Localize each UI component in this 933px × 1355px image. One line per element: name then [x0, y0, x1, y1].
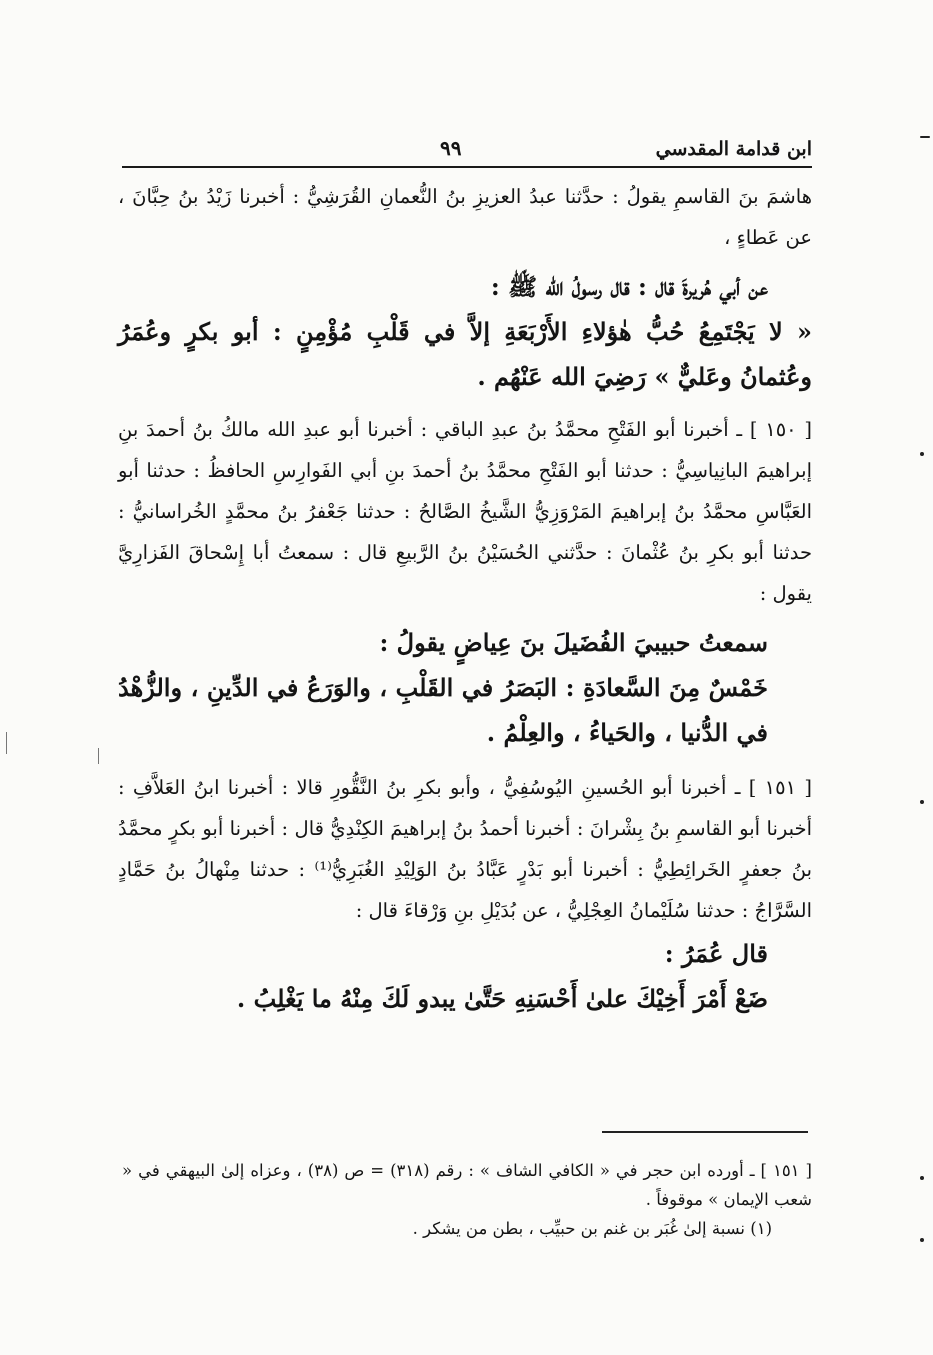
footnotes	[122, 1156, 812, 1243]
hadith-text: « لا يَجْتَمِعُ حُبُّ هٰؤلاءِ الأَرْبَعَةِ إلاَّ في قَلْبِ مُؤْمِنٍ : أبو بكرٍ وعُمَرُ وعُثمانُ وعَليٌّ » رَضِيَ الله عَنْهُم .	[118, 317, 812, 391]
header-rule	[122, 166, 812, 168]
footnote-1: (١) نسبة إلىٰ غُبَر بن غنم بن حبيِّب ، بطن من يشكر .	[412, 1219, 772, 1238]
isnad-continuation: هاشمَ بنَ القاسمِ يقولُ : حدَّثنا عبدُ العزيزِ بنُ النُّعمانِ القُرَشِيُّ : أخبرنا زَيْدُ بنُ حِبَّانَ ، عن عَطاءٍ ،	[118, 185, 812, 249]
page-number: ٩٩	[440, 136, 462, 160]
page-header	[122, 136, 812, 166]
scan-speck	[920, 136, 930, 138]
hadith-150-text: خَمْسٌ مِنَ السَّعادَةِ : البَصَرُ في القَلْبِ ، والوَرَعُ في الدِّينِ ، والزُّهْدُ في الدُّنيا ، والحَياءُ ، والعِلْمُ .	[118, 673, 768, 747]
hadith-151-isnad: [ ١٥١ ] ـ أخبرنا أبو الحُسينِ اليُوسُفِيُّ ، وأبو بكرِ بنُ النَّقُّورِ قالا : أخبرنا ابنُ العَلاَّفِ : أخبرنا أبو القاسمِ بنُ بِشْرانَ : أخبرنا أحمدُ بنُ إبراهيمَ الكِنْدِيُّ قال : أخبرنا أبو بكرٍ محمَّدُ بنُ جعفرٍ الخَرائِطِيُّ : أخبرنا أبو بَدْرٍ عَبَّادُ بنُ الوَلِيْدِ الغُبَرِيُّ⁽¹⁾ : حدثنا مِنْهالُ بنُ حَمَّادٍ السَّرَّاجُ : حدثنا سُلَيْمانُ العِجْلِيُّ ، عن بُدَيْلِ بنِ وَرْقاءَ قال :	[118, 776, 812, 922]
hadith-150-isnad: [ ١٥٠ ] ـ أخبرنا أبو الفَتْحِ محمَّدُ بنُ عبدِ الباقي : أخبرنا أبو عبدِ الله مالكُ بنُ أحمدَ بنِ إبراهيمَ البانِياسِيُّ : حدثنا أبو الفَتْحِ محمَّدُ بنُ أحمدَ بنِ أبي الفَوارِسِ الحافظُ : حدثنا أبو العَبَّاسِ محمَّدُ بنُ إبراهيمَ المَرْوَزِيُّ الشَّيخُ الصَّالحُ : حدثنا جَعْفرُ بنُ محمَّدٍ الخُراسانيُّ : حدثنا أبو بكرِ بنُ عُثْمانَ : حدَّثني الحُسَيْنُ بنُ الرَّبيعِ قال : سمعتُ أبا إِسْحاقَ الفَزارِيَّ يقول :	[118, 418, 812, 605]
hadith-150-intro: سمعتُ حبيبيَ الفُضَيلَ بنَ عِياضٍ يقولُ :	[379, 628, 768, 657]
scan-mark	[6, 732, 7, 754]
footnote-151: [ ١٥١ ] ـ أورده ابن حجر في « الكافي الشاف » : رقم (٣١٨) = ص (٣٨) ، وعزاه إلىٰ البيهقي في « شعب الإيمان » موقوفاً .	[122, 1161, 812, 1209]
hadith-151-intro: قال عُمَرُ :	[664, 939, 768, 968]
running-title: ابن قدامة المقدسي	[655, 138, 812, 160]
scan-speck	[920, 1176, 924, 1180]
footnote-rule	[602, 1131, 808, 1133]
scan-speck	[920, 452, 924, 456]
scan-speck	[920, 1238, 924, 1242]
main-text	[118, 176, 812, 1021]
scan-mark	[98, 748, 99, 764]
hadith-intro: عن أبي هُريرةَ قال : قال رسولُ الله ﷺ :	[490, 272, 768, 301]
scan-speck	[920, 800, 924, 804]
hadith-151-text: ضَعْ أَمْرَ أَخِيْكَ علىٰ أَحْسَنِهِ حَتَّىٰ يبدو لَكَ مِنْهُ ما يَغْلِبُ .	[236, 984, 768, 1013]
